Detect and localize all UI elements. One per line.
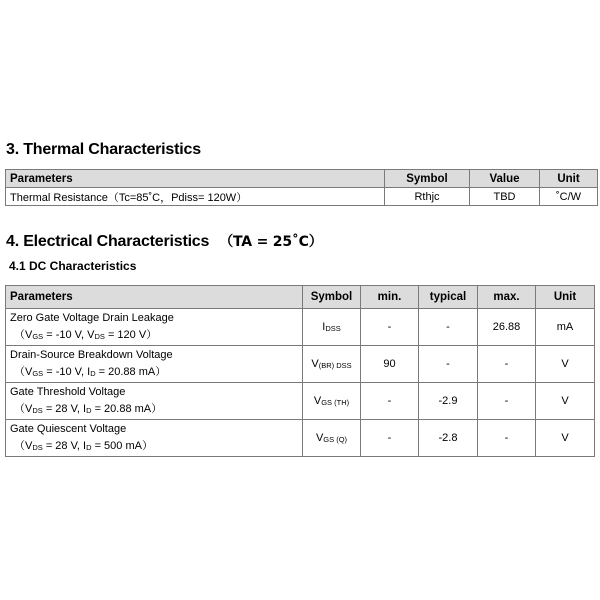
dc-parameter-condition: （$V_{GS} = -10$ V, $V_{DS} = 120$ V） bbox=[14, 329, 158, 341]
table-row bbox=[6, 383, 595, 420]
dc-parameter-name: Gate Threshold Voltage bbox=[10, 386, 126, 398]
dc-min: - bbox=[361, 309, 419, 346]
dc-symbol bbox=[303, 309, 361, 346]
col-min: min. bbox=[361, 286, 419, 309]
col-max: max. bbox=[478, 286, 536, 309]
dc-parameter bbox=[6, 420, 303, 457]
dc-typical: -2.9 bbox=[419, 383, 478, 420]
dc-typical: - bbox=[419, 309, 478, 346]
dc-table bbox=[5, 285, 595, 457]
dc-min: 90 bbox=[361, 346, 419, 383]
symbol-letter: V bbox=[313, 395, 322, 407]
dc-max: - bbox=[478, 346, 536, 383]
dc-min: - bbox=[361, 383, 419, 420]
electrical-heading bbox=[6, 231, 323, 251]
symbol-letter: V bbox=[311, 358, 319, 370]
dc-parameter bbox=[6, 309, 303, 346]
dc-unit: V bbox=[536, 420, 595, 457]
subscript: DS bbox=[32, 406, 43, 415]
thermal-value: TBD bbox=[470, 188, 540, 206]
col-typical: typical bbox=[419, 286, 478, 309]
dc-symbol bbox=[303, 420, 361, 457]
electrical-heading-text: 4. Electrical Characteristics bbox=[6, 233, 210, 250]
electrical-condition: （TA = 25˚C） bbox=[219, 234, 323, 250]
dc-typical: -2.8 bbox=[419, 420, 478, 457]
col-parameters: Parameters bbox=[6, 286, 303, 309]
col-parameters: Parameters bbox=[6, 170, 385, 188]
thermal-unit: ˚C/W bbox=[540, 188, 598, 206]
dc-parameter-name: Gate Quiescent Voltage bbox=[10, 423, 127, 435]
table-row bbox=[6, 309, 595, 346]
table-row bbox=[6, 346, 595, 383]
symbol-letter: V bbox=[315, 432, 324, 444]
table-row bbox=[6, 420, 595, 457]
dc-parameter bbox=[6, 383, 303, 420]
dc-max: 26.88 bbox=[478, 309, 536, 346]
symbol-subscript: GS (TH) bbox=[321, 398, 350, 407]
subscript: D bbox=[90, 369, 96, 378]
symbol-subscript: (BR) DSS bbox=[318, 361, 352, 370]
col-symbol: Symbol bbox=[385, 170, 470, 188]
dc-symbol bbox=[303, 346, 361, 383]
dc-typical: - bbox=[419, 346, 478, 383]
dc-heading: 4.1 DC Characteristics bbox=[9, 259, 137, 273]
subscript: D bbox=[86, 443, 92, 452]
col-symbol: Symbol bbox=[303, 286, 361, 309]
dc-parameter-condition: （$V_{DS} = 28$ V, $I_D = 500$ mA） bbox=[14, 440, 153, 452]
thermal-parameter: Thermal Resistance（Tc=85˚C，Pdiss= 120W） bbox=[6, 188, 385, 206]
symbol-letter: I bbox=[322, 321, 326, 333]
subscript: DS bbox=[32, 443, 43, 452]
col-value: Value bbox=[470, 170, 540, 188]
symbol-subscript: DSS bbox=[325, 324, 341, 333]
subscript: GS bbox=[32, 369, 44, 378]
thermal-header-row bbox=[6, 170, 598, 188]
subscript: D bbox=[86, 406, 92, 415]
dc-rows bbox=[6, 309, 595, 457]
dc-unit: mA bbox=[536, 309, 595, 346]
subscript: DS bbox=[94, 332, 105, 341]
thermal-heading: 3. Thermal Characteristics bbox=[6, 141, 201, 158]
dc-parameter-name: Zero Gate Voltage Drain Leakage bbox=[10, 312, 174, 324]
dc-unit: V bbox=[536, 383, 595, 420]
dc-max: - bbox=[478, 420, 536, 457]
dc-symbol bbox=[303, 383, 361, 420]
dc-min: - bbox=[361, 420, 419, 457]
col-unit: Unit bbox=[540, 170, 598, 188]
dc-parameter-name: Drain-Source Breakdown Voltage bbox=[10, 349, 173, 361]
col-unit: Unit bbox=[536, 286, 595, 309]
dc-parameter-condition: （$V_{DS} = 28$ V, $I_D = 20.88$ mA） bbox=[14, 403, 163, 415]
dc-max: - bbox=[478, 383, 536, 420]
table-row bbox=[6, 188, 598, 206]
thermal-table bbox=[5, 169, 598, 206]
dc-header-row bbox=[6, 286, 595, 309]
subscript: GS bbox=[32, 332, 44, 341]
symbol-subscript: GS (Q) bbox=[323, 435, 348, 444]
thermal-symbol: Rthjc bbox=[385, 188, 470, 206]
dc-parameter bbox=[6, 346, 303, 383]
dc-parameter-condition: （$V_{GS} = -10$ V, $I_D = 20.88$ mA） bbox=[14, 366, 167, 378]
dc-unit: V bbox=[536, 346, 595, 383]
